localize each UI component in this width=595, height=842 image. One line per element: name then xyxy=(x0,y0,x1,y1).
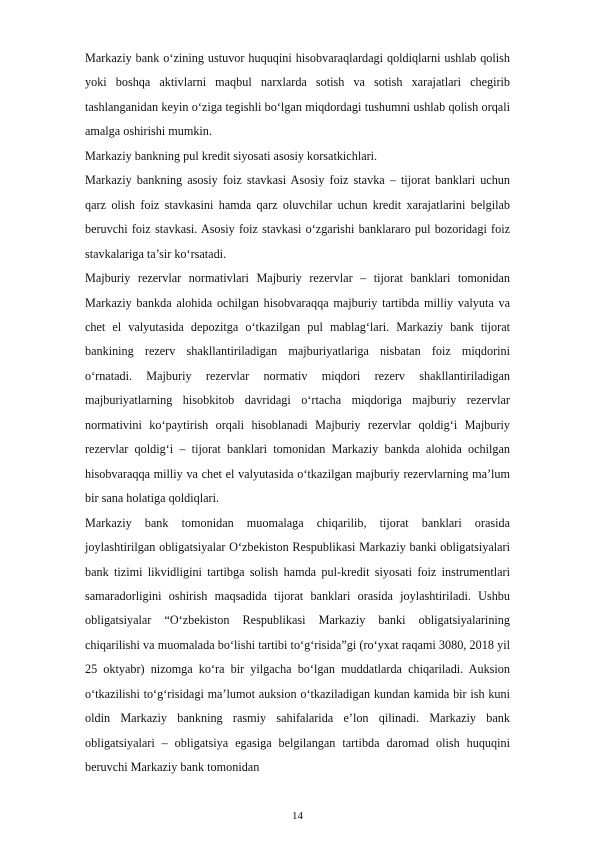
page-number: 14 xyxy=(292,810,303,822)
paragraph-key-interest-rate: Markaziy bankning asosiy foiz stavkasi Asosiy foiz stavka – tijorat banklari uchun qarz olish foiz stavkasini hamda qarz oluvchilar uchun kredit xarajatlarini belgilab beruvchi foiz stavkasi. Asosiy foiz stavkasi o‘zgarishi banklararo pul bozoridagi foiz stavkalariga ta’sir ko‘rsatadi. xyxy=(85,173,510,261)
paragraph-central-bank-bonds: Markaziy bank tomonidan muomalaga chiqarilib, tijorat banklari orasida joylashtirilgan obligatsiyalar O‘zbekiston Respublikasi Markaziy banki obligatsiyalari bank tizimi likvidligini tartibga solish hamda pul-kredit siyosati foiz instrumentlari samaradorligini oshirish maqsadida tijorat banklari orasida joylashtiriladi. Ushbu obligatsiyalar “O‘zbekiston Respublikasi Markaziy banki obligatsiyalarining chiqarilishi va muomalada bo‘lishi tartibi to‘g‘risida”gi (ro‘yxat raqami 3080, 2018 yil 25 oktyabr) nizomga ko‘ra bir yilgacha bo‘lgan muddatlarda chiqariladi. Auksion o‘tkazilishi to‘g‘risidagi ma’lumot auksion o‘tkaziladigan kundan kamida bir ish kuni oldin Markaziy bankning rasmiy sahifalarida e’lon qilinadi. Markaziy bank obligatsiyalari – obligatsiya egasiga belgilangan tartibda daromad olish huquqini beruvchi Markaziy bank tomonidan xyxy=(85,515,510,775)
paragraph-priority-right: Markaziy bank o‘zining ustuvor huquqini hisobvaraqlardagi qoldiqlarni ushlab qolish yoki boshqa aktivlarni maqbul narxlarda sotish va sotish xarajatlari chegirib tashlanganidan keyin o‘ziga tegishli bo‘lgan miqdordagi tushumni ushlab qolish orqali amalga oshirishi mumkin. xyxy=(85,51,510,139)
document-body xyxy=(85,46,510,780)
paragraph-reserve-requirements: Majburiy rezervlar normativlari Majburiy rezervlar – tijorat banklari tomonidan Markaziy bankda alohida ochilgan hisobvaraqqa majburiy tartibda milliy valyuta va chet el valyutasida depozitga o‘tkazilgan pul mablag‘lari. Markaziy bank tijorat bankining rezerv shakllantiriladigan majburiyatlariga nisbatan foiz miqdorini o‘rnatadi. Majburiy rezervlar normativ miqdori rezerv shakllantiriladigan majburiyatlarning hisobkitob davridagi o‘rtacha miqdoriga majburiy rezervlar normativini ko‘paytirish orqali hisoblanadi Majburiy rezervlar qoldig‘i Majburiy rezervlar qoldig‘i – tijorat banklari tomonidan Markaziy bankda alohida ochilgan hisobvaraqqa milliy va chet el valyutasida o‘tkazilgan majburiy rezervlarning ma’lum bir sana holatiga qoldiqlari. xyxy=(85,271,510,506)
paragraph-heading-indicators: Markaziy bankning pul kredit siyosati asosiy korsatkichlari. xyxy=(85,148,378,163)
